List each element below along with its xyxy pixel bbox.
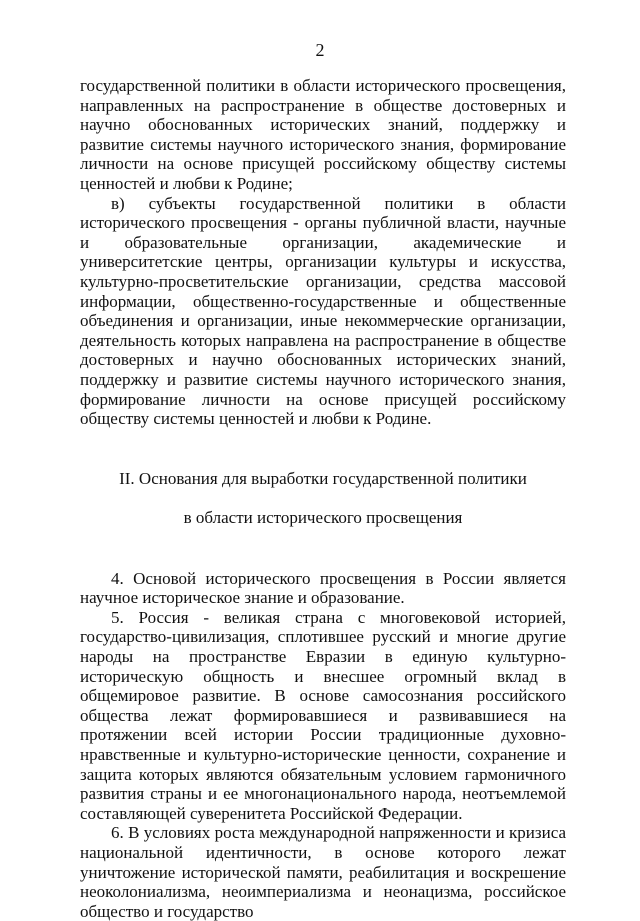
page-number: 2 xyxy=(315,40,325,60)
section-heading xyxy=(80,450,566,548)
paragraph-item-5: 5. Россия - великая страна с многовековой историей, государство-цивилизация, сплотившее русский и многие другие народы на пространстве Евразии в единую культурно-историческую общность и внесшее огромный вклад в общемировое развитие. В основе самосознания российского общества лежат формировавшиеся и развивавшиеся на протяжении всей истории России традиционные духовно-нравственные и культурно-исторические ценности, сохранение и защита которых являются обязательным условием гармоничного развития страны и ее многонационального народа, неотъемлемой составляющей суверенитета Российской Федерации. xyxy=(80,607,566,823)
document-body xyxy=(80,76,566,921)
paragraph-item-6: 6. В условиях роста международной напряженности и кризиса национальной идентичности, в основе которого лежат уничтожение исторической памяти, реабилитация и воскрешение неоколониализма, неоимпериализма и неонацизма, российское общество и государство xyxy=(80,823,566,921)
paragraph-item-4: 4. Основой исторического просвещения в России является научное историческое знание и образование. xyxy=(80,568,566,608)
paragraph-subjects: в) субъекты государственной политики в области исторического просвещения - органы публичной власти, научные и образовательные организации, академические и университетские центры, организации культуры и искусства, культурно-просветительские организации, средства массовой информации, общественно-государственные и общественные объединения и организации, иные некоммерческие организации, деятельность которых направлена на распространение в обществе достоверных и научно обоснованных исторических знаний, поддержку и развитие системы научного исторического знания, формирование личности на основе присущей российскому обществу системы ценностей и любви к Родине. xyxy=(80,193,566,429)
section-heading-line-1: II. Основания для выработки государственной политики xyxy=(119,469,527,489)
section-heading-line-2: в области исторического просвещения xyxy=(183,508,463,528)
paragraph-continuation: государственной политики в области исторического просвещения, направленных на распространение в обществе достоверных и научно обоснованных исторических знаний, поддержку и развитие системы научного исторического знания, формирование личности на основе присущей российскому обществу системы ценностей и любви к Родине; xyxy=(80,76,566,193)
